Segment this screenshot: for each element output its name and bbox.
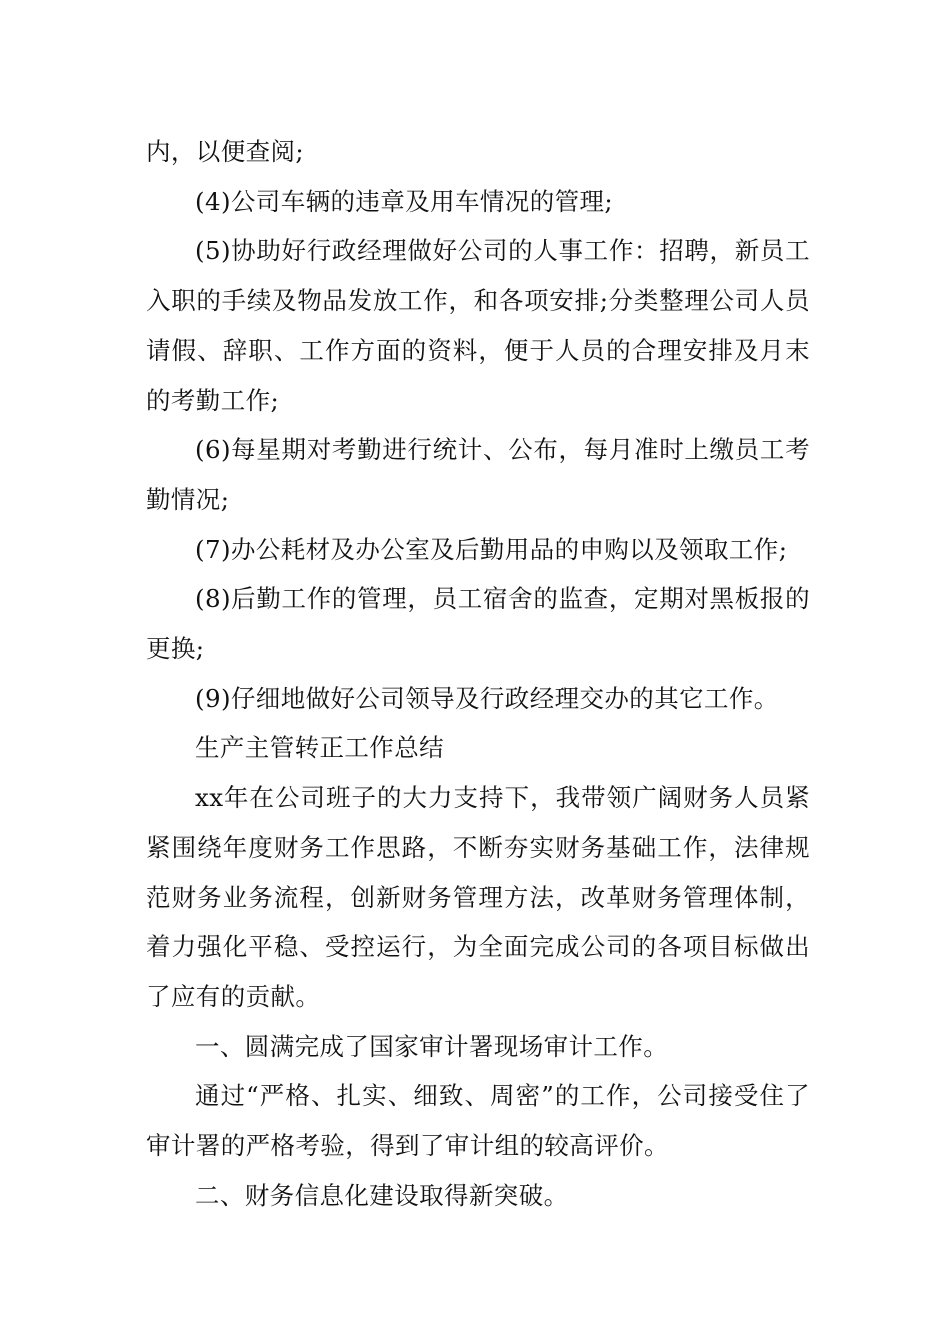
paragraph-item-6: (6)每星期对考勤进行统计、公布，每月准时上缴员工考勤情况; xyxy=(146,435,810,514)
paragraph-continuation: 内，以便查阅; xyxy=(146,137,305,166)
paragraph-item-5: (5)协助好行政经理做好公司的人事工作：招聘，新员工入职的手续及物品发放工作，和各项安排;分类整理公司人员请假、辞职、工作方面的资料，便于人员的合理安排及月末的考勤工作; xyxy=(146,236,810,415)
paragraph-item-7: (7)办公耗材及办公室及后勤用品的申购以及领取工作; xyxy=(195,534,788,564)
document-body xyxy=(146,127,810,1220)
paragraph-item-4: (4)公司车辆的违章及用车情况的管理; xyxy=(195,186,614,216)
paragraph-item-9: (9)仔细地做好公司领导及行政经理交办的其它工作。 xyxy=(195,683,779,713)
paragraph-audit: 通过“严格、扎实、细致、周密”的工作，公司接受住了审计署的严格考验，得到了审计组的较高评价。 xyxy=(146,1081,810,1161)
section-heading-1: 一、圆满完成了国家审计署现场审计工作。 xyxy=(195,1031,669,1061)
paragraph-item-8: (8)后勤工作的管理，员工宿舍的监查，定期对黑板报的更换; xyxy=(146,584,810,664)
paragraph-intro: xx年在公司班子的大力支持下，我带领广阔财务人员紧紧围绕年度财务工作思路，不断夯实财务基础工作，法律规范财务业务流程，创新财务管理方法，改革财务管理体制，着力强化平稳、受控运行，为全面完成公司的各项目标做出了应有的贡献。 xyxy=(146,783,810,1011)
section-heading-2: 二、财务信息化建设取得新突破。 xyxy=(195,1180,569,1210)
section-heading: 生产主管转正工作总结 xyxy=(195,733,444,763)
